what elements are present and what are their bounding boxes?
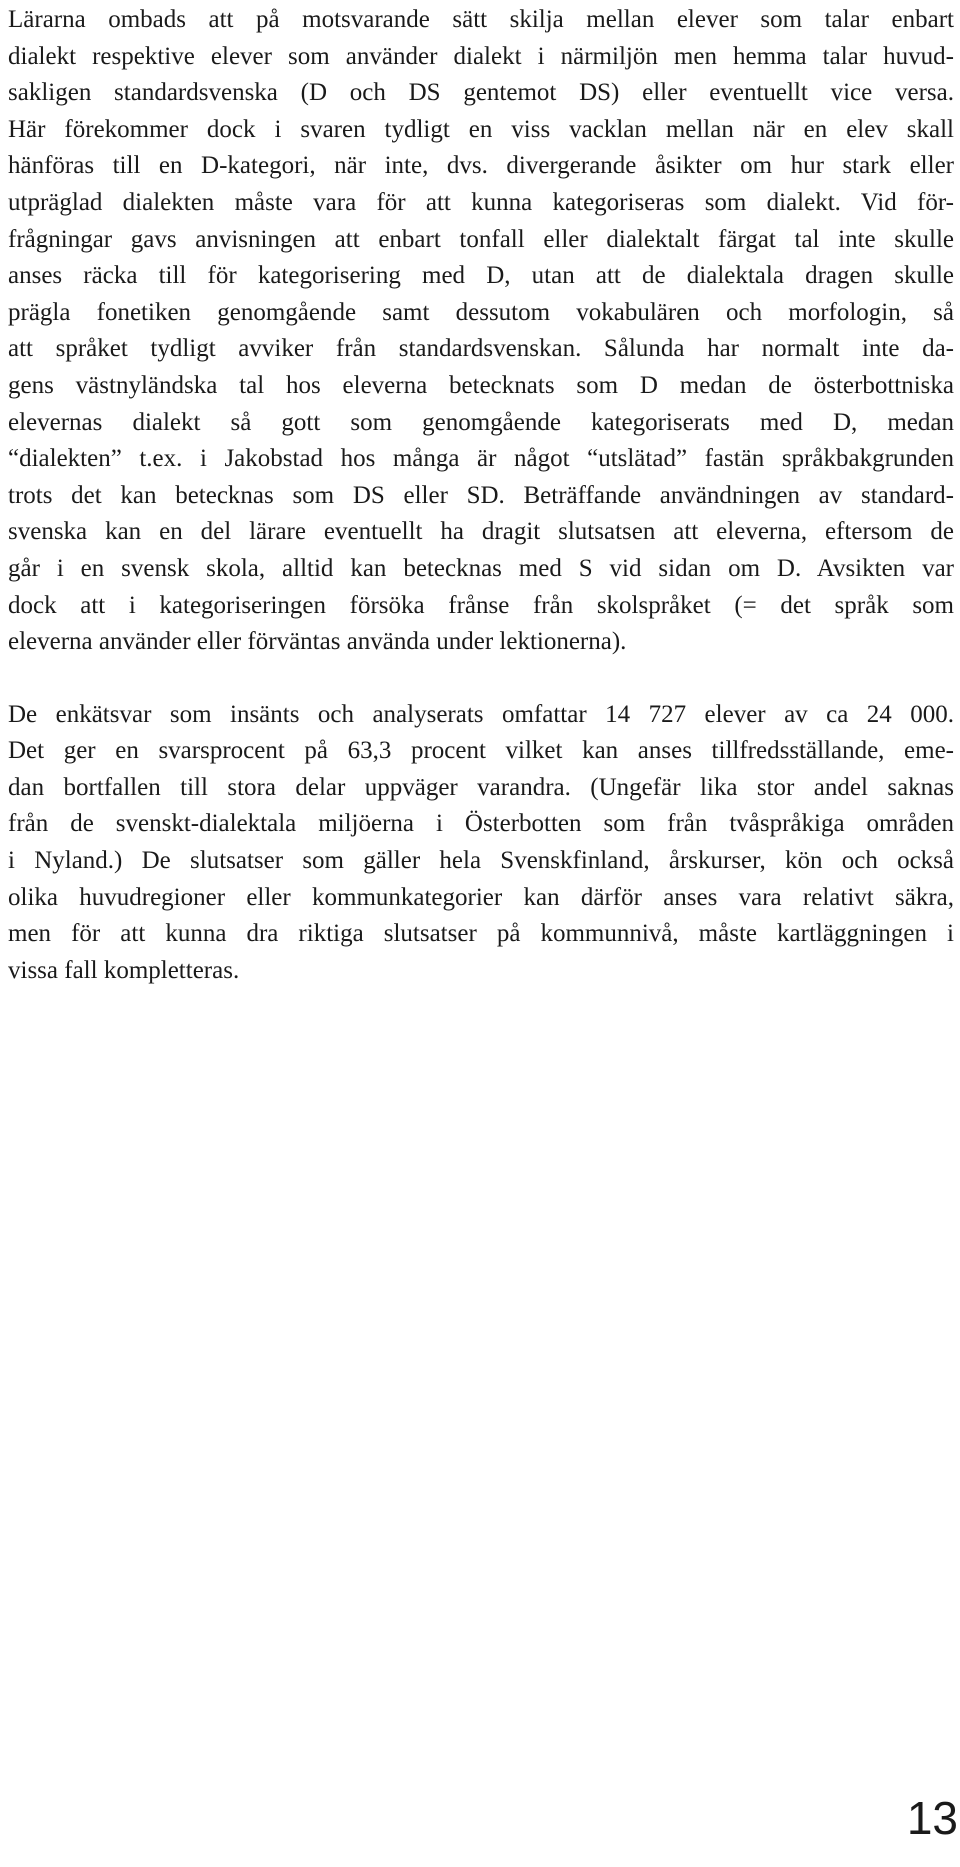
text-line: elevernas dialekt så gott som genomgående kategoriserats med D, medan (8, 408, 954, 436)
body-text (8, 2, 954, 989)
paragraph-1 (8, 2, 954, 661)
text-line: anses räcka till för kategorisering med D, utan att de dialektala dragen skulle (8, 262, 954, 290)
text-line: frågningar gavs anvisningen att enbart tonfall eller dialektalt färgat tal inte skulle (8, 225, 954, 253)
text-line: Lärarna ombads att på motsvarande sätt skilja mellan elever som talar enbart (8, 6, 954, 33)
text-line: Här förekommer dock i svaren tydligt en viss vacklan mellan när en elev skall (8, 115, 954, 143)
text-line: att språket tydligt avviker från standardsvenskan. Sålunda har normalt inte da- (8, 335, 954, 363)
text-line: utpräglad dialekten måste vara för att kunna kategoriseras som dialekt. Vid för- (8, 188, 954, 216)
text-line: dock att i kategoriseringen försöka frånse från skolspråket (= det språk som (8, 591, 954, 619)
page-number: 13 (906, 1792, 958, 1844)
text-line: Det ger en svarsprocent på 63,3 procent vilket kan anses tillfredsställande, eme- (8, 737, 954, 765)
paragraph-2 (8, 697, 954, 990)
text-line: sakligen standardsvenska (D och DS gentemot DS) eller eventuellt vice versa. (8, 79, 954, 107)
text-line: i Nyland.) De slutsatser som gäller hela Svenskfinland, årskurser, kön och också (8, 847, 954, 875)
text-line: från de svenskt-dialektala miljöerna i Österbotten som från tvåspråkiga områden (8, 810, 954, 838)
text-line: trots det kan betecknas som DS eller SD. Beträffande användningen av standard- (8, 481, 954, 509)
text-line: eleverna använder eller förväntas använda under lektionerna). (8, 628, 627, 656)
text-line: vissa fall kompletteras. (8, 956, 240, 984)
text-line: De enkätsvar som insänts och analyserats omfattar 14 727 elever av ca 24 000. (8, 700, 954, 728)
text-line: svenska kan en del lärare eventuellt ha dragit slutsatsen att eleverna, eftersom de (8, 518, 954, 546)
text-line: går i en svensk skola, alltid kan betecknas med S vid sidan om D. Avsikten var (8, 554, 954, 582)
text-line: “dialekten” t.ex. i Jakobstad hos många är något “utslätad” fastän språkbakgrunden (8, 445, 954, 473)
text-line: hänföras till en D-kategori, när inte, dvs. divergerande åsikter om hur stark eller (8, 152, 954, 180)
text-line: prägla fonetiken genomgående samt dessutom vokabulären och morfologin, så (8, 298, 954, 326)
text-line: dialekt respektive elever som använder dialekt i närmiljön men hemma talar huvud- (8, 42, 954, 70)
text-line: gens västnyländska tal hos eleverna betecknats som D medan de österbottniska (8, 371, 954, 399)
text-line: olika huvudregioner eller kommunkategorier kan därför anses vara relativt säkra, (8, 883, 954, 911)
text-line: men för att kunna dra riktiga slutsatser på kommunnivå, måste kartläggningen i (8, 920, 954, 948)
text-line: dan bortfallen till stora delar uppväger varandra. (Ungefär lika stor andel saknas (8, 773, 954, 801)
